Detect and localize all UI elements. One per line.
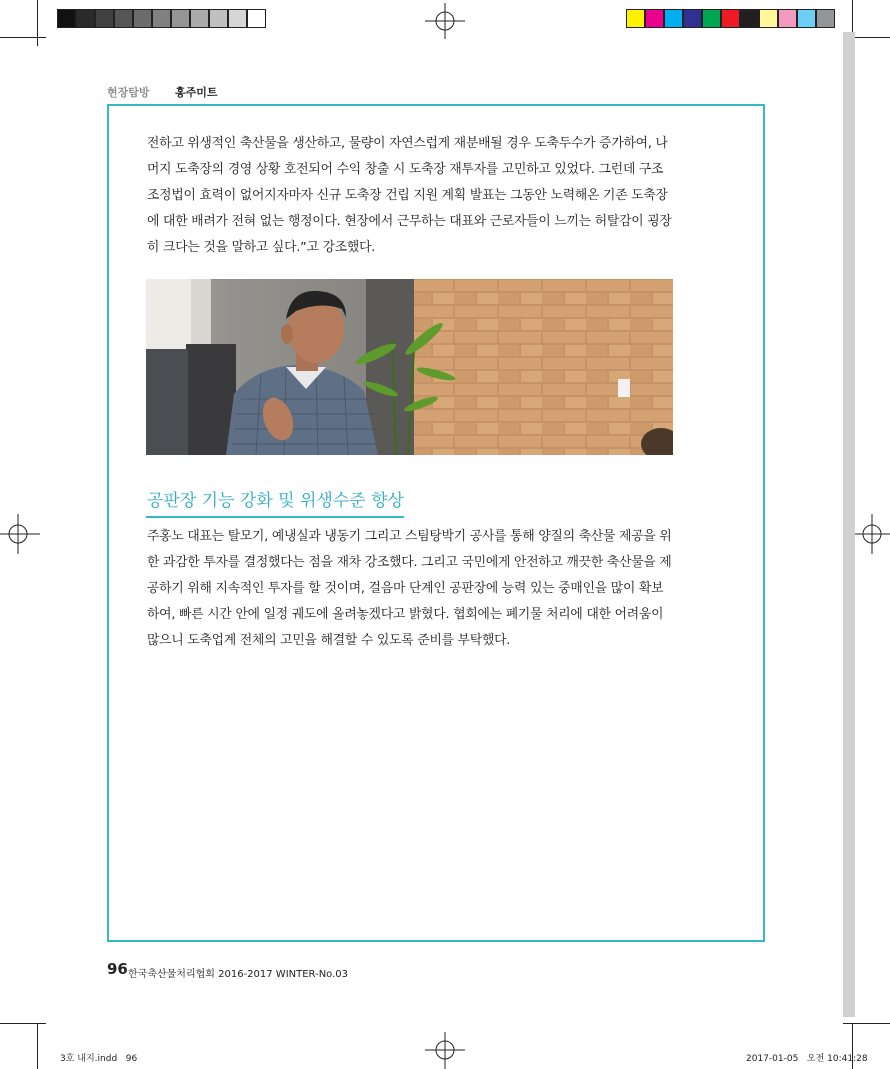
registration-mark-top [425,3,465,39]
color-swatch [95,9,114,28]
color-swatch [683,9,702,28]
registration-mark-right [850,514,890,554]
process-color-bar [626,9,835,28]
color-swatch [114,9,133,28]
color-swatch [740,9,759,28]
color-swatch [171,9,190,28]
color-swatch [721,9,740,28]
registration-mark-left [0,514,40,554]
crop-mark [0,1023,46,1024]
page-gutter [843,32,855,1017]
slug-filename: 3호 내지.indd 96 [60,1054,138,1064]
crop-mark [0,37,46,38]
heading-underline [146,516,404,518]
color-swatch [209,9,228,28]
color-swatch [816,9,835,28]
color-swatch [133,9,152,28]
color-swatch [702,9,721,28]
color-swatch [778,9,797,28]
body-paragraph-1: 전하고 위생적인 축산물을 생산하고, 물량이 자연스럽게 재분배될 경우 도축두수가 증가하여, 나머지 도축장의 경영 상황 호전되어 수익 창출 시 도축장 재투자를 고민하고 있었다. 그런데 구조조정법이 효력이 없어지자마자 신규 도축장 건립 지원 계획 발표는 그동안 노력해온 기존 도축장에 대한 배려가 전혀 없는 행정이다. 현장에서 근무하는 대표와 근로자들이 느끼는 허탈감이 굉장히 크다는 것을 말하고 싶다.”고 강조했다. [147,136,672,255]
color-swatch [190,9,209,28]
grayscale-color-bar [57,9,266,28]
color-swatch [645,9,664,28]
photo-illustration [146,279,673,455]
crop-mark [37,0,38,46]
color-swatch [664,9,683,28]
color-swatch [626,9,645,28]
crop-mark [843,1023,890,1024]
color-swatch [797,9,816,28]
color-swatch [759,9,778,28]
registration-mark-bottom [425,1032,465,1069]
company-label: 홍주미트 [175,86,218,99]
body-paragraph-2: 주홍노 대표는 탈모기, 예냉실과 냉동기 그리고 스팀탕박기 공사를 통해 양질의 축산물 제공을 위한 과감한 투자를 결정했다는 점을 재차 강조했다. 그리고 국민에게 안전하고 깨끗한 축산물을 제공하기 위해 지속적인 투자를 할 것이며, 걸음마 단계인 공판장에 능력 있는 중매인을 많이 확보하여, 빠른 시간 안에 일정 궤도에 올려놓겠다고 밝혔다. 협회에는 폐기물 처리에 대한 어려움이 많으니 도축업계 전체의 고민을 해결할 수 있도록 준비를 부탁했다. [147,529,672,648]
color-swatch [57,9,76,28]
crop-mark [37,1023,38,1069]
color-swatch [247,9,266,28]
color-swatch [228,9,247,28]
slug-timestamp: 2017-01-05 오전 10:41:28 [746,1054,868,1064]
interview-photo [146,279,673,455]
color-swatch [152,9,171,28]
section-heading: 공판장 기능 강화 및 위생수준 향상 [147,491,404,511]
page-number: 96 [107,960,128,978]
section-label: 현장탐방 [107,86,150,99]
publication-title: 한국축산물처리협회 2016-2017 WINTER-No.03 [128,969,349,980]
color-swatch [76,9,95,28]
